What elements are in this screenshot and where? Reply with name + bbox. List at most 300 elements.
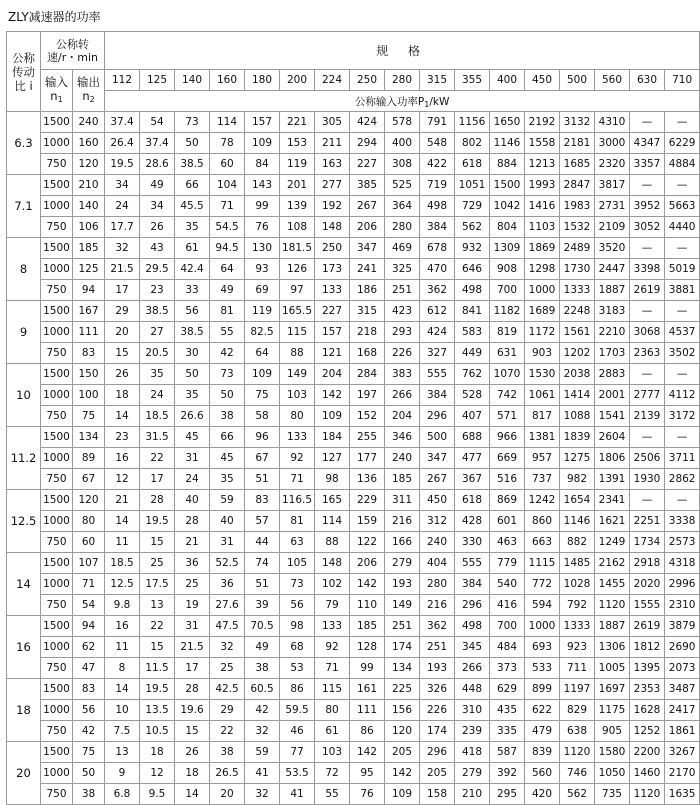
input-speed-header: 输入 $n_1$ xyxy=(41,70,73,112)
power-cell: 108 xyxy=(280,217,315,238)
power-cell: 149 xyxy=(385,595,420,616)
power-cell: 51 xyxy=(245,469,280,490)
ratio-cell: 16 xyxy=(7,616,41,679)
power-cell: 22 xyxy=(210,721,245,742)
power-cell: — xyxy=(665,301,700,322)
power-cell: 618 xyxy=(455,490,490,511)
output-speed-cell: 94 xyxy=(73,616,105,637)
output-speed-cell: 83 xyxy=(73,679,105,700)
power-cell: 71 xyxy=(210,196,245,217)
power-cell: 69 xyxy=(245,280,280,301)
power-cell: 1197 xyxy=(560,679,595,700)
power-cell: 229 xyxy=(350,490,385,511)
size-header-cell: 560 xyxy=(595,70,630,91)
power-cell: — xyxy=(665,175,700,196)
power-cell: 448 xyxy=(455,679,490,700)
power-cell: 903 xyxy=(525,343,560,364)
power-cell: 762 xyxy=(455,364,490,385)
input-speed-cell: 1500 xyxy=(41,616,73,637)
power-cell: 2862 xyxy=(665,469,700,490)
power-cell: 115 xyxy=(315,679,350,700)
table-row xyxy=(7,301,700,322)
power-cell: 839 xyxy=(525,742,560,763)
power-cell: 14 xyxy=(105,406,140,427)
power-cell: 1887 xyxy=(595,616,630,637)
size-header-cell: 180 xyxy=(245,70,280,91)
power-cell: 296 xyxy=(455,595,490,616)
power-cell: 560 xyxy=(525,763,560,784)
power-cell: 449 xyxy=(455,343,490,364)
power-cell: — xyxy=(665,238,700,259)
size-header-cell: 250 xyxy=(350,70,385,91)
power-cell: 136 xyxy=(350,469,385,490)
table-row xyxy=(7,469,700,490)
power-cell: 2883 xyxy=(595,364,630,385)
power-cell: 9 xyxy=(105,763,140,784)
power-cell: 3711 xyxy=(665,448,700,469)
power-cell: 1500 xyxy=(490,175,525,196)
power-cell: — xyxy=(630,238,665,259)
input-speed-cell: 750 xyxy=(41,469,73,490)
power-cell: 1156 xyxy=(455,112,490,133)
power-cell: 142 xyxy=(385,763,420,784)
output-speed-cell: 75 xyxy=(73,742,105,763)
power-cell: 84 xyxy=(245,154,280,175)
power-cell: 18 xyxy=(175,763,210,784)
power-cell: 159 xyxy=(350,511,385,532)
power-cell: 38 xyxy=(245,658,280,679)
power-cell: — xyxy=(630,175,665,196)
power-cell: 121 xyxy=(315,343,350,364)
power-cell: 32 xyxy=(210,637,245,658)
power-cell: 2604 xyxy=(595,427,630,448)
power-cell: 38 xyxy=(210,742,245,763)
power-cell: 76 xyxy=(350,784,385,805)
power-cell: 315 xyxy=(350,301,385,322)
power-cell: 528 xyxy=(455,385,490,406)
power-cell: 719 xyxy=(420,175,455,196)
power-cell: 345 xyxy=(455,637,490,658)
table-row xyxy=(7,343,700,364)
table-row xyxy=(7,217,700,238)
power-cell: 227 xyxy=(315,301,350,322)
power-cell: 1252 xyxy=(630,721,665,742)
power-cell: 185 xyxy=(385,469,420,490)
power-cell: 75 xyxy=(245,385,280,406)
page-title: ZLY减速器的功率 xyxy=(8,10,101,24)
output-speed-cell: 125 xyxy=(73,259,105,280)
size-header-cell: 112 xyxy=(105,70,140,91)
power-cell: 94.5 xyxy=(210,238,245,259)
power-cell: 3183 xyxy=(595,301,630,322)
power-cell: 267 xyxy=(420,469,455,490)
power-cell: 225 xyxy=(385,679,420,700)
power-cell: 66 xyxy=(175,175,210,196)
input-speed-cell: 1000 xyxy=(41,196,73,217)
power-cell: 2447 xyxy=(595,259,630,280)
power-cell: 63 xyxy=(280,532,315,553)
power-cell: 418 xyxy=(455,742,490,763)
power-cell: 114 xyxy=(315,511,350,532)
power-cell: 1635 xyxy=(665,784,700,805)
power-cell: 31 xyxy=(175,616,210,637)
power-cell: 1621 xyxy=(595,511,630,532)
power-cell: 1202 xyxy=(560,343,595,364)
power-cell: 17 xyxy=(175,658,210,679)
power-cell: 2001 xyxy=(595,385,630,406)
power-cell: 77 xyxy=(280,742,315,763)
power-cell: 420 xyxy=(525,784,560,805)
power-cell: 477 xyxy=(455,448,490,469)
output-speed-cell: 89 xyxy=(73,448,105,469)
power-cell: 109 xyxy=(315,406,350,427)
power-cell: 802 xyxy=(455,133,490,154)
power-cell: 2847 xyxy=(560,175,595,196)
power-cell: 88 xyxy=(280,343,315,364)
power-cell: 311 xyxy=(385,490,420,511)
input-speed-cell: 1000 xyxy=(41,322,73,343)
power-cell: 221 xyxy=(280,112,315,133)
output-speed-cell: 106 xyxy=(73,217,105,238)
power-cell: 99 xyxy=(245,196,280,217)
ratio-cell: 9 xyxy=(7,301,41,364)
power-cell: 2192 xyxy=(525,112,560,133)
power-cell: 3879 xyxy=(665,616,700,637)
power-cell: 700 xyxy=(490,280,525,301)
power-cell: 2619 xyxy=(630,280,665,301)
power-cell: 21.5 xyxy=(175,637,210,658)
input-speed-cell: 1000 xyxy=(41,259,73,280)
power-cell: 14 xyxy=(105,679,140,700)
power-cell: 17.5 xyxy=(140,574,175,595)
power-cell: 1213 xyxy=(525,154,560,175)
power-cell: 905 xyxy=(595,721,630,742)
power-cell: 98 xyxy=(280,616,315,637)
output-speed-header: 输出 $n_2$ xyxy=(73,70,105,112)
power-cell: 3000 xyxy=(595,133,630,154)
power-cell: 3172 xyxy=(665,406,700,427)
power-cell: 12 xyxy=(140,763,175,784)
power-cell: 1628 xyxy=(630,700,665,721)
power-cell: 296 xyxy=(420,742,455,763)
table-row xyxy=(7,280,700,301)
power-cell: 3398 xyxy=(630,259,665,280)
input-speed-cell: 750 xyxy=(41,280,73,301)
power-cell: 88 xyxy=(315,532,350,553)
power-cell: 12.5 xyxy=(105,574,140,595)
power-cell: 22 xyxy=(140,616,175,637)
power-cell: 211 xyxy=(315,133,350,154)
power-cell: 142 xyxy=(350,574,385,595)
power-cell: 27.6 xyxy=(210,595,245,616)
power-cell: 55 xyxy=(315,784,350,805)
power-cell: 103 xyxy=(280,385,315,406)
power-cell: 612 xyxy=(420,301,455,322)
power-cell: 1887 xyxy=(595,280,630,301)
power-cell: 42 xyxy=(210,343,245,364)
power-cell: 2248 xyxy=(560,301,595,322)
power-cell: 1580 xyxy=(595,742,630,763)
power-cell: 139 xyxy=(280,196,315,217)
size-header-cell: 315 xyxy=(420,70,455,91)
output-speed-cell: 107 xyxy=(73,553,105,574)
power-cell: 1806 xyxy=(595,448,630,469)
output-speed-cell: 140 xyxy=(73,196,105,217)
size-header-cell: 355 xyxy=(455,70,490,91)
power-cell: 2341 xyxy=(595,490,630,511)
power-cell: 3267 xyxy=(665,742,700,763)
power-cell: 31 xyxy=(210,532,245,553)
power-cell: 153 xyxy=(280,133,315,154)
power-cell: 163 xyxy=(315,154,350,175)
size-header-cell: 224 xyxy=(315,70,350,91)
power-cell: 61 xyxy=(175,238,210,259)
power-cell: 2777 xyxy=(630,385,665,406)
power-cell: 279 xyxy=(455,763,490,784)
power-header: 公称输入功率$P_1/kW$ xyxy=(105,91,700,112)
power-cell: 56 xyxy=(280,595,315,616)
output-speed-cell: 56 xyxy=(73,700,105,721)
input-speed-cell: 1000 xyxy=(41,637,73,658)
power-cell: 103 xyxy=(315,742,350,763)
size-header-cell: 125 xyxy=(140,70,175,91)
table-row xyxy=(7,700,700,721)
power-cell: 2731 xyxy=(595,196,630,217)
power-cell: 21.5 xyxy=(105,259,140,280)
output-speed-cell: 240 xyxy=(73,112,105,133)
power-cell: — xyxy=(630,427,665,448)
output-speed-cell: 83 xyxy=(73,343,105,364)
power-cell: 22 xyxy=(140,448,175,469)
power-cell: 26 xyxy=(140,217,175,238)
power-cell: 562 xyxy=(560,784,595,805)
power-cell: 35 xyxy=(210,469,245,490)
power-cell: 618 xyxy=(455,154,490,175)
power-cell: 29 xyxy=(105,301,140,322)
power-cell: 19.5 xyxy=(105,154,140,175)
ratio-cell: 14 xyxy=(7,553,41,616)
power-cell: 38.5 xyxy=(175,154,210,175)
output-speed-cell: 71 xyxy=(73,574,105,595)
power-cell: 71 xyxy=(280,469,315,490)
power-cell: 404 xyxy=(420,553,455,574)
power-cell: 2073 xyxy=(665,658,700,679)
power-cell: 13.5 xyxy=(140,700,175,721)
power-cell: 3052 xyxy=(630,217,665,238)
power-cell: 251 xyxy=(420,637,455,658)
power-cell: 742 xyxy=(490,385,525,406)
power-cell: 484 xyxy=(490,637,525,658)
power-cell: 3817 xyxy=(595,175,630,196)
input-speed-cell: 1500 xyxy=(41,301,73,322)
power-cell: 115 xyxy=(280,322,315,343)
power-cell: 2506 xyxy=(630,448,665,469)
output-speed-cell: 60 xyxy=(73,532,105,553)
power-cell: 11 xyxy=(105,637,140,658)
table-row xyxy=(7,427,700,448)
power-cell: 36 xyxy=(175,553,210,574)
power-cell: 40 xyxy=(175,490,210,511)
power-cell: 31.5 xyxy=(140,427,175,448)
power-cell: 957 xyxy=(525,448,560,469)
table-row xyxy=(7,448,700,469)
power-cell: 241 xyxy=(350,259,385,280)
power-cell: 128 xyxy=(350,637,385,658)
power-cell: 60 xyxy=(210,154,245,175)
power-cell: 3952 xyxy=(630,196,665,217)
power-cell: 1381 xyxy=(525,427,560,448)
output-speed-cell: 80 xyxy=(73,511,105,532)
power-cell: 83 xyxy=(245,490,280,511)
power-cell: 74 xyxy=(245,553,280,574)
power-cell: 33 xyxy=(175,280,210,301)
power-cell: 294 xyxy=(350,133,385,154)
power-cell: 392 xyxy=(490,763,525,784)
power-cell: 10.5 xyxy=(140,721,175,742)
power-cell: 308 xyxy=(385,154,420,175)
size-header-cell: 280 xyxy=(385,70,420,91)
power-cell: 142 xyxy=(350,742,385,763)
input-speed-cell: 1500 xyxy=(41,427,73,448)
power-cell: 7.5 xyxy=(105,721,140,742)
power-cell: 37.4 xyxy=(140,133,175,154)
power-cell: 34 xyxy=(105,175,140,196)
power-cell: 2200 xyxy=(630,742,665,763)
power-cell: 32 xyxy=(245,721,280,742)
power-cell: 42.5 xyxy=(210,679,245,700)
power-cell: 53 xyxy=(280,658,315,679)
power-cell: 116.5 xyxy=(280,490,315,511)
power-cell: 40 xyxy=(210,511,245,532)
table-row xyxy=(7,175,700,196)
power-cell: 59 xyxy=(245,742,280,763)
power-cell: 364 xyxy=(385,196,420,217)
power-cell: 45 xyxy=(175,427,210,448)
power-cell: 629 xyxy=(490,679,525,700)
power-cell: 218 xyxy=(350,322,385,343)
power-cell: 966 xyxy=(490,427,525,448)
power-cell: 533 xyxy=(525,658,560,679)
power-cell: 133 xyxy=(315,280,350,301)
power-cell: 2320 xyxy=(595,154,630,175)
power-cell: 86 xyxy=(280,679,315,700)
power-cell: 95 xyxy=(350,763,385,784)
power-cell: 678 xyxy=(420,238,455,259)
table-row xyxy=(7,679,700,700)
table-row xyxy=(7,112,700,133)
power-cell: 28 xyxy=(175,511,210,532)
power-cell: 1869 xyxy=(525,238,560,259)
power-cell: 79 xyxy=(315,595,350,616)
power-cell: 240 xyxy=(420,532,455,553)
power-cell: 119 xyxy=(245,301,280,322)
power-cell: 41 xyxy=(280,784,315,805)
power-cell: 30 xyxy=(175,343,210,364)
power-cell: 28 xyxy=(175,679,210,700)
power-cell: 1697 xyxy=(595,679,630,700)
power-cell: 43 xyxy=(140,238,175,259)
power-cell: 36 xyxy=(210,574,245,595)
size-header-cell: 140 xyxy=(175,70,210,91)
table-row xyxy=(7,406,700,427)
power-cell: 1993 xyxy=(525,175,560,196)
power-cell: 819 xyxy=(490,322,525,343)
power-cell: — xyxy=(630,112,665,133)
power-cell: 126 xyxy=(280,259,315,280)
power-cell: 18 xyxy=(105,385,140,406)
power-cell: 10 xyxy=(105,700,140,721)
output-speed-cell: 75 xyxy=(73,406,105,427)
power-cell: 424 xyxy=(350,112,385,133)
power-cell: 312 xyxy=(420,511,455,532)
input-speed-cell: 1000 xyxy=(41,448,73,469)
power-cell: 168 xyxy=(350,343,385,364)
power-cell: 15 xyxy=(175,721,210,742)
power-cell: 26 xyxy=(105,364,140,385)
power-cell: 932 xyxy=(455,238,490,259)
power-cell: 347 xyxy=(420,448,455,469)
power-cell: 55 xyxy=(210,322,245,343)
power-cell: 205 xyxy=(420,763,455,784)
power-cell: — xyxy=(630,490,665,511)
power-cell: 869 xyxy=(490,490,525,511)
power-cell: 578 xyxy=(385,112,420,133)
output-speed-cell: 134 xyxy=(73,427,105,448)
power-cell: 81 xyxy=(280,511,315,532)
power-cell: 416 xyxy=(490,595,525,616)
power-cell: 772 xyxy=(525,574,560,595)
power-cell: 45.5 xyxy=(175,196,210,217)
size-header-cell: 500 xyxy=(560,70,595,91)
input-speed-cell: 1000 xyxy=(41,133,73,154)
power-cell: 28.6 xyxy=(140,154,175,175)
power-cell: — xyxy=(630,301,665,322)
input-speed-cell: 750 xyxy=(41,406,73,427)
power-cell: 210 xyxy=(455,784,490,805)
power-cell: 305 xyxy=(315,112,350,133)
power-cell: 1182 xyxy=(490,301,525,322)
input-speed-cell: 1500 xyxy=(41,175,73,196)
power-cell: 2489 xyxy=(560,238,595,259)
power-cell: 450 xyxy=(420,490,455,511)
power-cell: 158 xyxy=(420,784,455,805)
speed-header: 公称转速/r・min xyxy=(41,32,105,70)
power-cell: 2038 xyxy=(560,364,595,385)
power-cell: 15 xyxy=(140,532,175,553)
power-cell: 166 xyxy=(385,532,420,553)
power-cell: 1061 xyxy=(525,385,560,406)
power-cell: 327 xyxy=(420,343,455,364)
power-cell: 3881 xyxy=(665,280,700,301)
power-cell: 13 xyxy=(105,742,140,763)
power-cell: — xyxy=(665,427,700,448)
power-cell: 373 xyxy=(490,658,525,679)
power-cell: 384 xyxy=(455,574,490,595)
power-cell: 16 xyxy=(105,616,140,637)
power-cell: 2573 xyxy=(665,532,700,553)
table-row xyxy=(7,238,700,259)
power-cell: 498 xyxy=(420,196,455,217)
power-cell: 1703 xyxy=(595,343,630,364)
power-cell: 26.6 xyxy=(175,406,210,427)
power-cell: 280 xyxy=(420,574,455,595)
power-cell: 735 xyxy=(595,784,630,805)
input-speed-cell: 1500 xyxy=(41,112,73,133)
power-cell: 1416 xyxy=(525,196,560,217)
power-cell: 1042 xyxy=(490,196,525,217)
power-cell: 540 xyxy=(490,574,525,595)
power-cell: 4884 xyxy=(665,154,700,175)
